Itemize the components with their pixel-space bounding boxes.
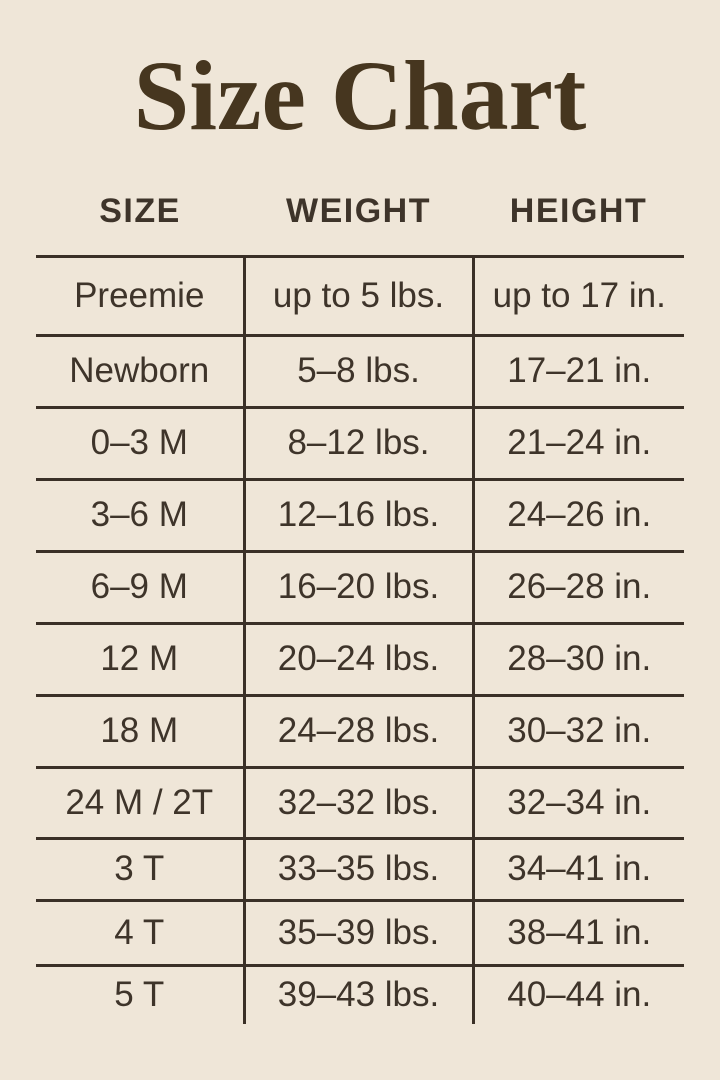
cell-weight: 33–35 lbs. [244, 838, 473, 900]
table-row [36, 551, 684, 623]
cell-size: 3–6 M [36, 479, 244, 551]
cell-size: 4 T [36, 900, 244, 965]
cell-size: 6–9 M [36, 551, 244, 623]
cell-height: 28–30 in. [473, 623, 684, 695]
header-row [36, 184, 684, 256]
cell-size: 24 M / 2T [36, 767, 244, 838]
cell-height: 17–21 in. [473, 335, 684, 407]
cell-height: 40–44 in. [473, 965, 684, 1024]
cell-height: up to 17 in. [473, 256, 684, 335]
cell-size: 12 M [36, 623, 244, 695]
cell-height: 38–41 in. [473, 900, 684, 965]
table-row [36, 695, 684, 767]
table-row [36, 838, 684, 900]
table-row [36, 767, 684, 838]
cell-weight: 12–16 lbs. [244, 479, 473, 551]
cell-weight: 20–24 lbs. [244, 623, 473, 695]
cell-weight: 39–43 lbs. [244, 965, 473, 1024]
cell-weight: 16–20 lbs. [244, 551, 473, 623]
cell-size: 0–3 M [36, 407, 244, 479]
cell-size: Newborn [36, 335, 244, 407]
page-title: Size Chart [133, 40, 587, 151]
table-row [36, 407, 684, 479]
cell-height: 21–24 in. [473, 407, 684, 479]
cell-weight: 35–39 lbs. [244, 900, 473, 965]
column-header-weight: WEIGHT [286, 191, 431, 230]
table-row [36, 335, 684, 407]
cell-size: 18 M [36, 695, 244, 767]
cell-weight: up to 5 lbs. [244, 256, 473, 335]
table-row [36, 479, 684, 551]
size-chart-table [36, 184, 684, 1024]
table-row [36, 965, 684, 1024]
table-row [36, 623, 684, 695]
column-header-height: HEIGHT [509, 191, 648, 230]
cell-height: 32–34 in. [473, 767, 684, 838]
cell-weight: 24–28 lbs. [244, 695, 473, 767]
table-row [36, 900, 684, 965]
cell-size: 3 T [36, 838, 244, 900]
cell-weight: 8–12 lbs. [244, 407, 473, 479]
cell-height: 24–26 in. [473, 479, 684, 551]
cell-size: 5 T [36, 965, 244, 1024]
table-body [36, 256, 684, 1024]
table-header [36, 184, 684, 256]
cell-weight: 32–32 lbs. [244, 767, 473, 838]
cell-height: 34–41 in. [473, 838, 684, 900]
cell-size: Preemie [36, 256, 244, 335]
cell-height: 26–28 in. [473, 551, 684, 623]
cell-weight: 5–8 lbs. [244, 335, 473, 407]
cell-height: 30–32 in. [473, 695, 684, 767]
table-row [36, 256, 684, 335]
column-header-size: SIZE [99, 191, 181, 230]
